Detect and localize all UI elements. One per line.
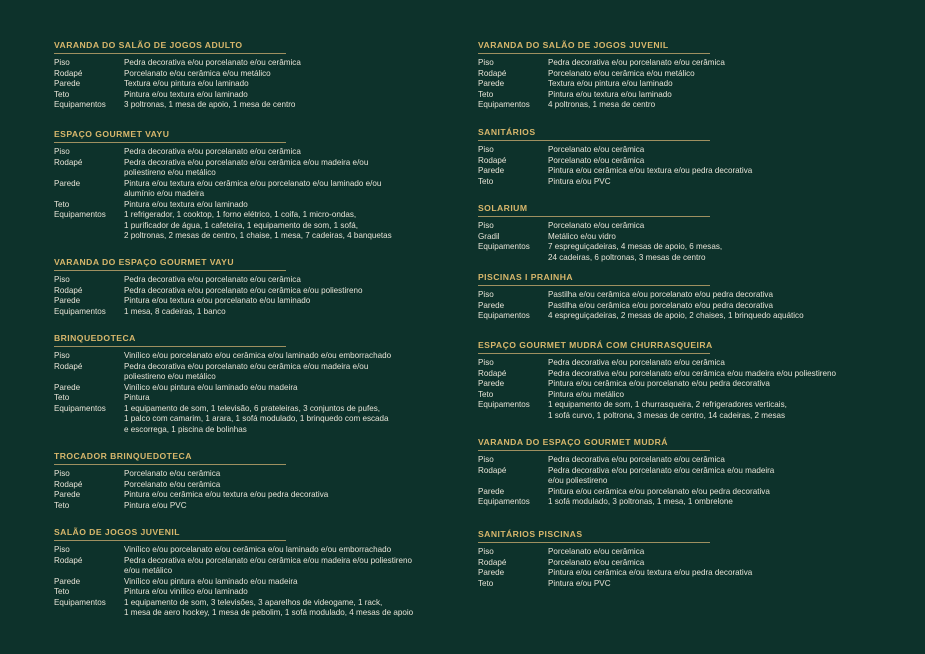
section-title: ESPAÇO GOURMET MUDRÁ COM CHURRASQUEIRA (478, 340, 713, 350)
spec-row (54, 200, 464, 211)
section-brinquedoteca (54, 333, 464, 435)
section-divider (54, 53, 286, 54)
spec-label: Parede (478, 568, 505, 577)
section-sanitarios (478, 127, 918, 187)
spec-label: Rodapé (478, 155, 507, 165)
spec-row (478, 547, 918, 558)
spec-label: Gradil (478, 231, 500, 241)
spec-label: Parede (54, 576, 81, 586)
spec-label: Piso (478, 290, 494, 299)
section-divider (478, 542, 710, 543)
section-divider (54, 464, 286, 465)
spec-row (54, 404, 464, 436)
spec-value: Pintura e/ou textura e/ou porcelanato e/ou laminado (124, 296, 311, 305)
section-sanitarios-piscinas (478, 529, 918, 589)
spec-row (54, 577, 464, 588)
spec-label: Equipamentos (478, 242, 530, 251)
section-trocador-brinquedoteca (54, 451, 464, 511)
spec-label: Equipamentos (54, 100, 106, 109)
spec-row (478, 497, 918, 508)
spec-label: Parede (54, 382, 81, 392)
spec-value: Porcelanato e/ou cerâmica (548, 557, 645, 567)
section-varanda-salao-jogos-adulto (54, 40, 464, 111)
spec-label: Piso (478, 58, 494, 67)
spec-label: Parede (478, 79, 505, 88)
spec-row (54, 469, 464, 480)
spec-value: Porcelanato e/ou cerâmica (548, 155, 645, 165)
spec-label: Rodapé (478, 465, 507, 475)
spec-label: Equipamentos (54, 306, 106, 316)
spec-row (478, 100, 918, 111)
spec-value: Vinílico e/ou pintura e/ou laminado e/ou madeira (124, 382, 298, 392)
spec-row (478, 301, 918, 312)
spec-value: Pintura e/ou cerâmica e/ou textura e/ou pedra decorativa (548, 568, 753, 577)
spec-row (54, 158, 464, 179)
spec-row (478, 369, 918, 380)
spec-row (478, 221, 918, 232)
spec-row (54, 90, 464, 101)
spec-value: Pedra decorativa e/ou porcelanato e/ou cerâmica e/ou poliestireno (124, 285, 363, 295)
spec-value: Porcelanato e/ou cerâmica (548, 221, 645, 230)
spec-value: Pedra decorativa e/ou porcelanato e/ou cerâmica e/ou madeira e/ou poliestireno e/ou metálico (124, 157, 369, 177)
spec-value: 1 equipamento de som, 3 televisões, 3 aparelhos de videogame, 1 rack, 1 mesa de aero hockey, 1 mesa de pebolim, 1 sofá modulado, 4 mesas de apoio (124, 597, 414, 617)
spec-label: Teto (54, 587, 70, 596)
spec-label: Teto (54, 89, 70, 99)
section-title: PISCINAS I PRAINHA (478, 272, 574, 282)
spec-value: Pedra decorativa e/ou porcelanato e/ou cerâmica (548, 455, 725, 464)
spec-value: Textura e/ou pintura e/ou laminado (548, 79, 673, 88)
spec-row (478, 58, 918, 69)
section-title: VARANDA DO ESPAÇO GOURMET VAYU (54, 257, 234, 267)
spec-row (478, 579, 918, 590)
spec-label: Teto (54, 500, 70, 510)
spec-value: Pedra decorativa e/ou porcelanato e/ou cerâmica (548, 58, 725, 67)
spec-row (478, 69, 918, 80)
section-title: SALÃO DE JOGOS JUVENIL (54, 527, 180, 537)
spec-value: 1 mesa, 8 cadeiras, 1 banco (124, 306, 226, 316)
spec-value: Pintura e/ou cerâmica e/ou textura e/ou pedra decorativa (548, 166, 753, 175)
spec-row (54, 383, 464, 394)
spec-row (478, 487, 918, 498)
spec-label: Equipamentos (478, 497, 530, 506)
spec-value: Porcelanato e/ou cerâmica (548, 145, 645, 154)
spec-row (478, 290, 918, 301)
spec-row (54, 286, 464, 297)
spec-value: 1 sofá modulado, 3 poltronas, 1 mesa, 1 ombrelone (548, 497, 733, 506)
section-varanda-espaco-gourmet-mudra (478, 437, 918, 508)
section-title: VARANDA DO SALÃO DE JOGOS ADULTO (54, 40, 243, 50)
spec-value: Pintura e/ou vinílico e/ou laminado (124, 587, 248, 596)
spec-label: Piso (478, 455, 494, 464)
spec-row (478, 568, 918, 579)
spec-row (54, 545, 464, 556)
spec-value: Pastilha e/ou cerâmica e/ou porcelanato e/ou pedra decorativa (548, 290, 773, 299)
section-title: SANITÁRIOS (478, 127, 536, 137)
spec-label: Piso (54, 275, 70, 284)
spec-value: Porcelanato e/ou cerâmica e/ou metálico (548, 68, 695, 78)
spec-row (478, 166, 918, 177)
section-title: VARANDA DO SALÃO DE JOGOS JUVENIL (478, 40, 669, 50)
spec-label: Teto (478, 389, 494, 399)
spec-row (478, 466, 918, 487)
spec-value: Pintura e/ou cerâmica e/ou porcelanato e/ou pedra decorativa (548, 486, 770, 496)
spec-row (54, 307, 464, 318)
spec-value: 3 poltronas, 1 mesa de apoio, 1 mesa de centro (124, 100, 296, 109)
spec-value: Pintura e/ou textura e/ou laminado (124, 89, 248, 99)
spec-label: Equipamentos (54, 210, 106, 219)
spec-value: Pedra decorativa e/ou porcelanato e/ou cerâmica e/ou madeira e/ou poliestireno e/ou metálico (124, 361, 369, 381)
spec-label: Parede (54, 79, 81, 88)
spec-row (478, 90, 918, 101)
spec-label: Rodapé (54, 555, 83, 565)
spec-value: Porcelanato e/ou cerâmica (124, 479, 221, 489)
spec-row (54, 351, 464, 362)
spec-row (478, 177, 918, 188)
spec-row (478, 400, 918, 421)
spec-label: Rodapé (478, 557, 507, 567)
spec-value: Vinílico e/ou pintura e/ou laminado e/ou madeira (124, 576, 298, 586)
spec-label: Teto (478, 176, 494, 186)
spec-label: Equipamentos (478, 100, 530, 109)
section-divider (478, 285, 710, 286)
spec-row (54, 58, 464, 69)
spec-label: Piso (54, 58, 70, 67)
section-piscinas-prainha (478, 272, 918, 322)
section-title: BRINQUEDOTECA (54, 333, 136, 343)
spec-row (54, 556, 464, 577)
section-divider (478, 450, 710, 451)
spec-label: Equipamentos (478, 311, 530, 320)
section-divider (478, 140, 710, 141)
spec-value: Vinílico e/ou porcelanato e/ou cerâmica e/ou laminado e/ou emborrachado (124, 545, 392, 554)
spec-label: Piso (54, 469, 70, 478)
spec-value: 1 equipamento de som, 1 churrasqueira, 2 refrigeradores verticais, 1 sofá curvo, 1 poltrona, 3 mesas de centro, 14 cadeiras, 2 mesas (548, 400, 787, 420)
section-solarium (478, 203, 918, 263)
spec-label: Rodapé (478, 368, 507, 378)
spec-row (478, 558, 918, 569)
section-varanda-espaco-gourmet-vayu (54, 257, 464, 317)
section-title: ESPAÇO GOURMET VAYU (54, 129, 170, 139)
spec-label: Piso (478, 358, 494, 367)
section-divider (54, 142, 286, 143)
spec-value: Porcelanato e/ou cerâmica e/ou metálico (124, 68, 271, 78)
section-espaco-gourmet-mudra (478, 340, 918, 421)
spec-label: Rodapé (54, 479, 83, 489)
spec-value: 4 espreguiçadeiras, 2 mesas de apoio, 2 chaises, 1 brinquedo aquático (548, 311, 804, 320)
spec-value: Pintura e/ou PVC (124, 500, 187, 510)
section-divider (54, 540, 286, 541)
spec-label: Parede (478, 300, 505, 310)
spec-value: Pintura e/ou metálico (548, 389, 625, 399)
section-title: VARANDA DO ESPAÇO GOURMET MUDRÁ (478, 437, 668, 447)
spec-label: Parede (54, 490, 81, 499)
spec-label: Parede (478, 166, 505, 175)
spec-label: Rodapé (54, 157, 83, 167)
spec-row (478, 79, 918, 90)
spec-label: Rodapé (54, 68, 83, 78)
spec-label: Equipamentos (54, 597, 106, 607)
spec-label: Equipamentos (54, 403, 106, 413)
spec-value: 7 espreguiçadeiras, 4 mesas de apoio, 6 mesas, 24 cadeiras, 6 poltronas, 3 mesas de centro (548, 242, 723, 262)
spec-label: Piso (478, 221, 494, 230)
spec-row (54, 587, 464, 598)
spec-row (54, 296, 464, 307)
spec-value: Vinílico e/ou porcelanato e/ou cerâmica e/ou laminado e/ou emborrachado (124, 351, 392, 360)
spec-value: Pintura e/ou cerâmica e/ou textura e/ou pedra decorativa (124, 490, 329, 499)
spec-value: Pintura (124, 393, 150, 402)
spec-row (478, 455, 918, 466)
spec-value: 4 poltronas, 1 mesa de centro (548, 100, 656, 109)
spec-label: Rodapé (478, 68, 507, 78)
section-divider (478, 216, 710, 217)
spec-label: Piso (478, 547, 494, 556)
spec-label: Teto (478, 89, 494, 99)
spec-row (54, 79, 464, 90)
spec-row (478, 232, 918, 243)
spec-row (54, 362, 464, 383)
spec-value: Pintura e/ou PVC (548, 578, 611, 588)
spec-label: Teto (54, 199, 70, 209)
section-espaco-gourmet-vayu (54, 129, 464, 242)
spec-row (54, 179, 464, 200)
spec-row (54, 501, 464, 512)
spec-label: Piso (54, 147, 70, 156)
spec-row (54, 598, 464, 619)
spec-label: Piso (54, 545, 70, 554)
spec-row (478, 390, 918, 401)
spec-value: Porcelanato e/ou cerâmica (548, 547, 645, 556)
spec-value: 1 equipamento de som, 1 televisão, 6 prateleiras, 3 conjuntos de pufes, 1 palco com camarim, 1 arara, 1 sofá modulado, 1 brinquedo com escada e escorrega, 1 piscina de bolinhas (124, 403, 389, 434)
spec-row (478, 311, 918, 322)
section-title: TROCADOR BRINQUEDOTECA (54, 451, 192, 461)
spec-label: Parede (54, 296, 81, 305)
section-divider (54, 346, 286, 347)
section-divider (478, 353, 710, 354)
spec-row (54, 393, 464, 404)
spec-label: Piso (54, 351, 70, 360)
spec-label: Teto (54, 393, 70, 402)
spec-value: Pastilha e/ou cerâmica e/ou porcelanato e/ou pedra decorativa (548, 300, 773, 310)
spec-value: Pedra decorativa e/ou porcelanato e/ou cerâmica (124, 275, 301, 284)
spec-value: Pedra decorativa e/ou porcelanato e/ou cerâmica e/ou madeira e/ou poliestireno (548, 465, 775, 485)
spec-value: Metálico e/ou vidro (548, 231, 616, 241)
spec-row (478, 379, 918, 390)
spec-label: Parede (478, 486, 505, 496)
spec-value: Pintura e/ou cerâmica e/ou porcelanato e/ou pedra decorativa (548, 379, 770, 388)
spec-value: Pintura e/ou textura e/ou laminado (548, 89, 672, 99)
spec-label: Parede (54, 178, 81, 188)
section-title: SOLARIUM (478, 203, 528, 213)
spec-value: Textura e/ou pintura e/ou laminado (124, 79, 249, 88)
spec-value: Pintura e/ou textura e/ou laminado (124, 199, 248, 209)
section-varanda-salao-jogos-juvenil (478, 40, 918, 111)
spec-value: Pintura e/ou textura e/ou cerâmica e/ou porcelanato e/ou laminado e/ou alumínio e/ou madeira (124, 178, 382, 198)
spec-row (54, 100, 464, 111)
spec-label: Rodapé (54, 285, 83, 295)
section-salao-jogos-juvenil (54, 527, 464, 619)
spec-label: Rodapé (54, 361, 83, 371)
spec-value: Pedra decorativa e/ou porcelanato e/ou cerâmica (124, 58, 301, 67)
spec-label: Teto (478, 578, 494, 588)
spec-row (54, 480, 464, 491)
spec-row (478, 242, 918, 263)
spec-row (54, 275, 464, 286)
spec-row (478, 145, 918, 156)
spec-value: Pedra decorativa e/ou porcelanato e/ou cerâmica e/ou madeira e/ou poliestireno (548, 368, 836, 378)
spec-value: Pintura e/ou PVC (548, 176, 611, 186)
spec-row (478, 358, 918, 369)
spec-row (54, 210, 464, 242)
spec-label: Piso (478, 145, 494, 154)
section-divider (478, 53, 710, 54)
spec-row (54, 490, 464, 501)
spec-label: Parede (478, 379, 505, 388)
section-title: SANITÁRIOS PISCINAS (478, 529, 583, 539)
section-divider (54, 270, 286, 271)
spec-value: 1 refrigerador, 1 cooktop, 1 forno elétrico, 1 coifa, 1 micro-ondas, 1 purificador de água, 1 cafeteira, 1 equipamento de som, 1 sofá, 2 poltronas, 2 mesas de centro, 1 chaise, 1 mesa, 7 cadeiras, 4 banquetas (124, 210, 392, 240)
spec-value: Porcelanato e/ou cerâmica (124, 469, 221, 478)
spec-row (54, 147, 464, 158)
spec-value: Pedra decorativa e/ou porcelanato e/ou cerâmica e/ou madeira e/ou poliestireno e/ou metálico (124, 555, 412, 575)
spec-value: Pedra decorativa e/ou porcelanato e/ou cerâmica (548, 358, 725, 367)
spec-label: Equipamentos (478, 400, 530, 409)
spec-row (478, 156, 918, 167)
spec-value: Pedra decorativa e/ou porcelanato e/ou cerâmica (124, 147, 301, 156)
spec-row (54, 69, 464, 80)
